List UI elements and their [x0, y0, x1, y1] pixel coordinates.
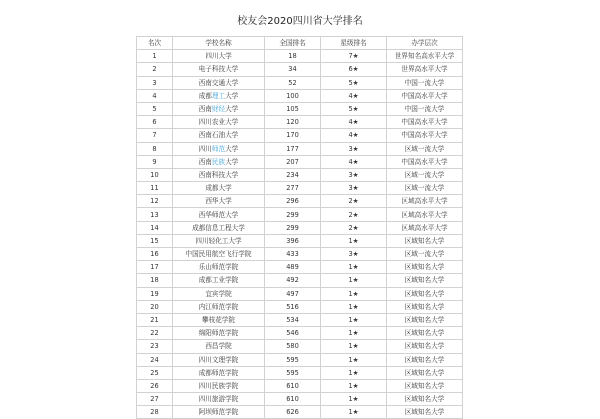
cell-school-name [173, 155, 265, 168]
cell-star-rank: 5★ [321, 76, 387, 89]
cell-rank: 12 [137, 195, 173, 208]
school-name-part: 大学 [225, 105, 239, 114]
school-name-part: 大学 [225, 157, 239, 166]
header-rank: 名次 [137, 37, 173, 50]
cell-national-rank: 580 [265, 340, 321, 353]
cell-school-name: 乐山师范学院 [173, 261, 265, 274]
cell-national-rank: 234 [265, 168, 321, 181]
cell-national-rank: 177 [265, 142, 321, 155]
cell-rank: 27 [137, 393, 173, 406]
cell-national-rank: 626 [265, 406, 321, 419]
table-row [137, 50, 463, 63]
cell-level: 区域知名大学 [387, 340, 463, 353]
table-row [137, 393, 463, 406]
cell-rank: 28 [137, 406, 173, 419]
cell-star-rank: 1★ [321, 300, 387, 313]
cell-rank: 26 [137, 379, 173, 392]
cell-star-rank: 1★ [321, 379, 387, 392]
school-name-highlight: 民族 [211, 157, 226, 166]
table-row [137, 274, 463, 287]
cell-level: 区域知名大学 [387, 379, 463, 392]
cell-level: 区域知名大学 [387, 406, 463, 419]
cell-national-rank: 105 [265, 102, 321, 115]
school-name-part: 西南 [198, 105, 212, 114]
cell-star-rank: 2★ [321, 195, 387, 208]
table-row [137, 366, 463, 379]
cell-school-name: 电子科技大学 [173, 63, 265, 76]
cell-rank: 10 [137, 168, 173, 181]
cell-level: 区域知名大学 [387, 313, 463, 326]
cell-star-rank: 7★ [321, 50, 387, 63]
cell-national-rank: 489 [265, 261, 321, 274]
table-row [137, 129, 463, 142]
cell-school-name: 西南石油大学 [173, 129, 265, 142]
table-row [137, 195, 463, 208]
cell-rank: 6 [137, 116, 173, 129]
cell-level: 中国高水平大学 [387, 89, 463, 102]
table-row [137, 221, 463, 234]
cell-school-name: 四川农业大学 [173, 116, 265, 129]
school-name-highlight: 理工 [211, 91, 226, 100]
school-name-highlight: 财经 [211, 105, 226, 114]
cell-school-name: 成都工业学院 [173, 274, 265, 287]
table-row [137, 287, 463, 300]
cell-level: 区域知名大学 [387, 287, 463, 300]
cell-school-name: 中国民用航空飞行学院 [173, 248, 265, 261]
cell-level: 中国高水平大学 [387, 155, 463, 168]
cell-level: 区域高水平大学 [387, 208, 463, 221]
cell-rank: 1 [137, 50, 173, 63]
table-row [137, 89, 463, 102]
cell-star-rank: 1★ [321, 234, 387, 247]
cell-school-name [173, 89, 265, 102]
table-row [137, 102, 463, 115]
header-national-rank: 全国排名 [265, 37, 321, 50]
table-row [137, 353, 463, 366]
cell-national-rank: 296 [265, 195, 321, 208]
table-row [137, 313, 463, 326]
cell-level: 区域一流大学 [387, 142, 463, 155]
table-row [137, 340, 463, 353]
cell-rank: 11 [137, 182, 173, 195]
cell-star-rank: 1★ [321, 327, 387, 340]
cell-level: 区域知名大学 [387, 353, 463, 366]
cell-rank: 13 [137, 208, 173, 221]
cell-level: 区域知名大学 [387, 234, 463, 247]
cell-national-rank: 170 [265, 129, 321, 142]
cell-national-rank: 595 [265, 366, 321, 379]
cell-level: 中国高水平大学 [387, 116, 463, 129]
school-name-part: 大学 [225, 144, 239, 153]
school-name-highlight: 师范 [211, 144, 226, 153]
cell-star-rank: 1★ [321, 393, 387, 406]
cell-national-rank: 299 [265, 221, 321, 234]
cell-school-name: 西昌学院 [173, 340, 265, 353]
cell-star-rank: 2★ [321, 208, 387, 221]
cell-national-rank: 207 [265, 155, 321, 168]
cell-star-rank: 1★ [321, 274, 387, 287]
cell-national-rank: 534 [265, 313, 321, 326]
cell-national-rank: 546 [265, 327, 321, 340]
table-row [137, 116, 463, 129]
cell-national-rank: 610 [265, 379, 321, 392]
cell-level: 区域知名大学 [387, 261, 463, 274]
table-row [137, 168, 463, 181]
cell-star-rank: 4★ [321, 89, 387, 102]
cell-rank: 20 [137, 300, 173, 313]
cell-school-name: 内江师范学院 [173, 300, 265, 313]
cell-national-rank: 433 [265, 248, 321, 261]
cell-rank: 24 [137, 353, 173, 366]
header-school-name: 学校名称 [173, 37, 265, 50]
cell-school-name: 西华师范大学 [173, 208, 265, 221]
cell-school-name: 攀枝花学院 [173, 313, 265, 326]
cell-national-rank: 516 [265, 300, 321, 313]
cell-star-rank: 3★ [321, 168, 387, 181]
table-header-row [137, 37, 463, 50]
cell-level: 中国一流大学 [387, 76, 463, 89]
cell-national-rank: 610 [265, 393, 321, 406]
cell-star-rank: 1★ [321, 313, 387, 326]
table-row [137, 142, 463, 155]
cell-school-name: 成都信息工程大学 [173, 221, 265, 234]
cell-school-name [173, 142, 265, 155]
cell-level: 世界知名高水平大学 [387, 50, 463, 63]
page-title: 校友会2020四川省大学排名 [237, 16, 363, 27]
cell-star-rank: 6★ [321, 63, 387, 76]
cell-national-rank: 52 [265, 76, 321, 89]
table-row [137, 406, 463, 419]
cell-national-rank: 595 [265, 353, 321, 366]
table-row [137, 182, 463, 195]
cell-national-rank: 34 [265, 63, 321, 76]
cell-level: 区域知名大学 [387, 393, 463, 406]
cell-school-name: 西华大学 [173, 195, 265, 208]
cell-level: 区域知名大学 [387, 327, 463, 340]
table-row [137, 379, 463, 392]
cell-school-name: 四川旅游学院 [173, 393, 265, 406]
cell-star-rank: 1★ [321, 340, 387, 353]
cell-national-rank: 396 [265, 234, 321, 247]
cell-national-rank: 120 [265, 116, 321, 129]
school-name-part: 成都 [198, 91, 212, 100]
table-row [137, 155, 463, 168]
table-row [137, 76, 463, 89]
ranking-table [136, 36, 463, 419]
cell-national-rank: 497 [265, 287, 321, 300]
cell-level: 区域知名大学 [387, 274, 463, 287]
table-row [137, 261, 463, 274]
cell-national-rank: 18 [265, 50, 321, 63]
cell-rank: 4 [137, 89, 173, 102]
cell-star-rank: 5★ [321, 102, 387, 115]
cell-school-name: 西南交通大学 [173, 76, 265, 89]
cell-school-name: 西南科技大学 [173, 168, 265, 181]
cell-school-name: 绵阳师范学院 [173, 327, 265, 340]
header-level: 办学层次 [387, 37, 463, 50]
cell-national-rank: 100 [265, 89, 321, 102]
cell-rank: 25 [137, 366, 173, 379]
cell-school-name: 成都大学 [173, 182, 265, 195]
cell-rank: 19 [137, 287, 173, 300]
cell-rank: 14 [137, 221, 173, 234]
cell-rank: 15 [137, 234, 173, 247]
cell-star-rank: 1★ [321, 261, 387, 274]
cell-star-rank: 1★ [321, 406, 387, 419]
cell-rank: 18 [137, 274, 173, 287]
cell-national-rank: 277 [265, 182, 321, 195]
cell-level: 区域知名大学 [387, 366, 463, 379]
table-row [137, 327, 463, 340]
cell-rank: 22 [137, 327, 173, 340]
school-name-part: 西南 [198, 157, 212, 166]
cell-level: 中国高水平大学 [387, 129, 463, 142]
cell-national-rank: 492 [265, 274, 321, 287]
cell-school-name: 四川文理学院 [173, 353, 265, 366]
cell-rank: 7 [137, 129, 173, 142]
school-name-part: 四川 [198, 144, 212, 153]
cell-level: 区域一流大学 [387, 248, 463, 261]
cell-rank: 17 [137, 261, 173, 274]
cell-star-rank: 1★ [321, 287, 387, 300]
cell-star-rank: 3★ [321, 182, 387, 195]
cell-school-name: 宜宾学院 [173, 287, 265, 300]
cell-level: 区域高水平大学 [387, 195, 463, 208]
cell-rank: 8 [137, 142, 173, 155]
cell-star-rank: 4★ [321, 116, 387, 129]
table-row [137, 234, 463, 247]
cell-star-rank: 3★ [321, 248, 387, 261]
cell-rank: 21 [137, 313, 173, 326]
cell-star-rank: 1★ [321, 353, 387, 366]
cell-star-rank: 1★ [321, 366, 387, 379]
header-star-rank: 星级排名 [321, 37, 387, 50]
table-row [137, 63, 463, 76]
table-row [137, 208, 463, 221]
cell-rank: 9 [137, 155, 173, 168]
school-name-part: 大学 [225, 91, 239, 100]
cell-star-rank: 3★ [321, 142, 387, 155]
cell-school-name: 阿坝师范学院 [173, 406, 265, 419]
cell-national-rank: 299 [265, 208, 321, 221]
cell-rank: 2 [137, 63, 173, 76]
cell-school-name: 四川民族学院 [173, 379, 265, 392]
cell-level: 世界高水平大学 [387, 63, 463, 76]
cell-level: 区域一流大学 [387, 168, 463, 181]
cell-rank: 23 [137, 340, 173, 353]
cell-rank: 3 [137, 76, 173, 89]
cell-star-rank: 2★ [321, 221, 387, 234]
cell-school-name: 四川轻化工大学 [173, 234, 265, 247]
cell-star-rank: 4★ [321, 129, 387, 142]
table-row [137, 300, 463, 313]
cell-level: 区域一流大学 [387, 182, 463, 195]
cell-school-name: 四川大学 [173, 50, 265, 63]
cell-level: 中国一流大学 [387, 102, 463, 115]
cell-star-rank: 4★ [321, 155, 387, 168]
cell-rank: 5 [137, 102, 173, 115]
cell-school-name [173, 102, 265, 115]
cell-rank: 16 [137, 248, 173, 261]
cell-school-name: 成都师范学院 [173, 366, 265, 379]
table-row [137, 248, 463, 261]
cell-level: 区域知名大学 [387, 300, 463, 313]
cell-level: 区域高水平大学 [387, 221, 463, 234]
